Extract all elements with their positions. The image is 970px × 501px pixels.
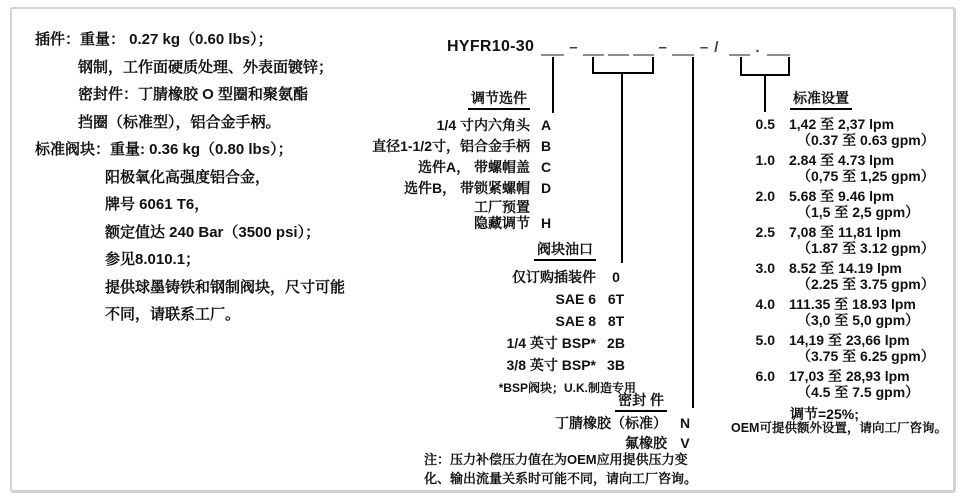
spec-line: 插件：重量： 0.27 kg（0.60 lbs）；	[35, 31, 273, 48]
note-line: 注：压力补偿压力值在为OEM应用提供压力变	[424, 452, 688, 467]
seal-option-row	[455, 413, 703, 433]
ports-section-title: 阀块油口	[534, 241, 596, 261]
setting-row	[743, 296, 965, 328]
seals-section	[455, 390, 703, 453]
option-label: 选件B， 带锁紧螺帽	[404, 180, 530, 196]
code-dash: –	[658, 39, 667, 56]
port-option-row	[428, 266, 636, 288]
seals-section-title: 密封 件	[615, 392, 667, 412]
option-label: 1/4 寸内六角头	[436, 117, 530, 133]
option-label: 直径1-1/2寸，铝合金手柄	[372, 138, 530, 154]
option-code: 2B	[607, 335, 625, 351]
settings-section-title: 标准设置	[790, 90, 852, 110]
adjust-section-title: 调节选件	[468, 90, 530, 110]
setting-value: 6.0	[755, 368, 775, 384]
adjust-option-row	[330, 199, 562, 215]
oem-note: OEM可提供额外设置，请向工厂咨询。	[731, 421, 947, 435]
spec-line: 不同，请联系工厂。	[105, 306, 241, 323]
model-number: HYFR10-30	[447, 38, 535, 55]
setting-lpm: 17,03 至 28,93 lpm	[789, 368, 910, 384]
adjust-option-row	[330, 136, 562, 157]
option-label: 仅订购插装件	[512, 269, 596, 285]
pressure-note	[424, 450, 697, 488]
code-blank-setting-1	[729, 38, 750, 56]
option-label: 选件A， 带螺帽盖	[418, 159, 530, 175]
code-blank-adjust	[541, 38, 564, 56]
code-dot: .	[755, 39, 760, 56]
setting-row	[743, 188, 965, 220]
code-blank-seal	[672, 38, 694, 56]
setting-gpm: （0.37 至 0.63 gpm）	[797, 132, 935, 148]
code-blank-port-3	[633, 38, 654, 56]
setting-value: 5.0	[755, 332, 775, 348]
setting-lpm: 14,19 至 23,66 lpm	[789, 332, 910, 348]
option-code: B	[540, 138, 552, 154]
setting-gpm: （2.25 至 3.75 gpm）	[797, 276, 935, 292]
setting-gpm: （4.5 至 7.5 gpm）	[797, 384, 920, 400]
spec-line: 密封件：丁腈橡胶 O 型圈和聚氨酯	[78, 86, 309, 103]
option-code: H	[540, 215, 552, 231]
option-code: A	[540, 117, 552, 133]
spec-line: 提供球墨铸铁和钢制阀块，尺寸可能	[105, 278, 346, 296]
bsp-footnote: *BSP阀块；U.K.制造专用	[498, 381, 636, 395]
adjust-percent-note: 调节=25%;	[790, 406, 859, 422]
option-label: SAE 6	[555, 291, 596, 307]
spec-line: 参见8.010.1；	[105, 251, 201, 268]
option-code: V	[680, 435, 690, 451]
spec-line: 阳极氧化高强度铝合金，	[105, 168, 271, 186]
adjust-option-row	[330, 115, 562, 136]
note-line: 化、输出流量关系时可能不同，请向工厂咨询。	[424, 471, 698, 486]
setting-value: 1.0	[755, 152, 775, 168]
option-label: 氟橡胶	[625, 435, 667, 451]
settings-section	[743, 88, 965, 424]
setting-row	[743, 332, 965, 364]
option-label: 丁腈橡胶（标准）	[555, 415, 667, 431]
setting-value: 2.5	[755, 224, 775, 240]
setting-gpm: （3.75 至 6.25 gpm）	[797, 348, 935, 364]
spec-line: 标准阀块：重量: 0.36 kg（0.80 lbs）；	[35, 141, 293, 158]
option-label: 3/8 英寸 BSP*	[506, 357, 596, 373]
spec-line: 额定值达 240 Bar（3500 psi）；	[105, 223, 321, 241]
setting-value: 0.5	[755, 116, 775, 132]
setting-row	[743, 224, 965, 256]
adjust-options-section	[330, 88, 562, 231]
setting-lpm: 1,42 至 2,37 lpm	[789, 116, 895, 132]
setting-value: 3.0	[755, 260, 775, 276]
code-slash: /	[714, 39, 719, 56]
setting-row	[743, 368, 965, 400]
code-blank-setting-2	[767, 38, 790, 56]
option-code: D	[540, 180, 552, 196]
option-code: N	[679, 415, 691, 431]
option-code: C	[540, 159, 552, 175]
setting-gpm: （1.87 至 3.12 gpm）	[797, 240, 935, 256]
setting-lpm: 7,08 至 11,81 lpm	[789, 224, 902, 240]
setting-row	[743, 152, 965, 184]
setting-row	[743, 116, 965, 148]
setting-lpm: 8.52 至 14.19 lpm	[789, 260, 902, 276]
adjust-option-row	[330, 178, 562, 199]
code-blank-port-1	[583, 38, 604, 56]
option-label: 工厂预置	[474, 199, 530, 215]
setting-lpm: 2.84 至 4.73 lpm	[789, 152, 895, 168]
option-label: 1/4 英寸 BSP*	[506, 335, 596, 351]
option-label: 隐藏调节	[474, 215, 530, 231]
spec-line: 钢制，工作面硬质处理、外表面镀锌；	[78, 58, 334, 76]
setting-lpm: 111.35 至 18.93 lpm	[789, 296, 916, 312]
connector-line-ports	[621, 72, 623, 263]
setting-lpm: 5.68 至 9.46 lpm	[789, 188, 895, 204]
connector-line-seals	[692, 57, 694, 408]
spec-text-block	[35, 26, 345, 329]
spec-line: 牌号 6061 T6，	[105, 196, 210, 213]
spec-line: 挡圈（标准型），铝合金手柄。	[78, 113, 281, 131]
bracket-ports-bar	[592, 72, 654, 74]
option-code: 3B	[607, 357, 625, 373]
option-label: SAE 8	[555, 313, 596, 329]
setting-value: 4.0	[755, 296, 775, 312]
option-code: 8T	[607, 313, 625, 329]
setting-gpm: （3,0 至 5,0 gpm）	[797, 312, 920, 328]
setting-row	[743, 260, 965, 292]
setting-gpm: （1,5 至 2,5 gpm）	[797, 204, 920, 220]
option-code: 6T	[607, 291, 625, 307]
port-option-row	[428, 332, 636, 354]
code-dash: –	[699, 39, 709, 56]
port-option-row	[428, 288, 636, 310]
port-option-row	[428, 310, 636, 332]
code-dash: –	[569, 39, 578, 56]
adjust-option-row	[330, 215, 562, 231]
setting-gpm: （0,75 至 1,25 gpm）	[797, 168, 935, 184]
option-code: 0	[612, 269, 620, 285]
code-blank-port-2	[608, 38, 629, 56]
port-option-row	[428, 354, 636, 376]
ports-section	[428, 238, 636, 396]
adjust-option-row	[330, 157, 562, 178]
model-code-line	[447, 36, 790, 56]
setting-value: 2.0	[755, 188, 775, 204]
